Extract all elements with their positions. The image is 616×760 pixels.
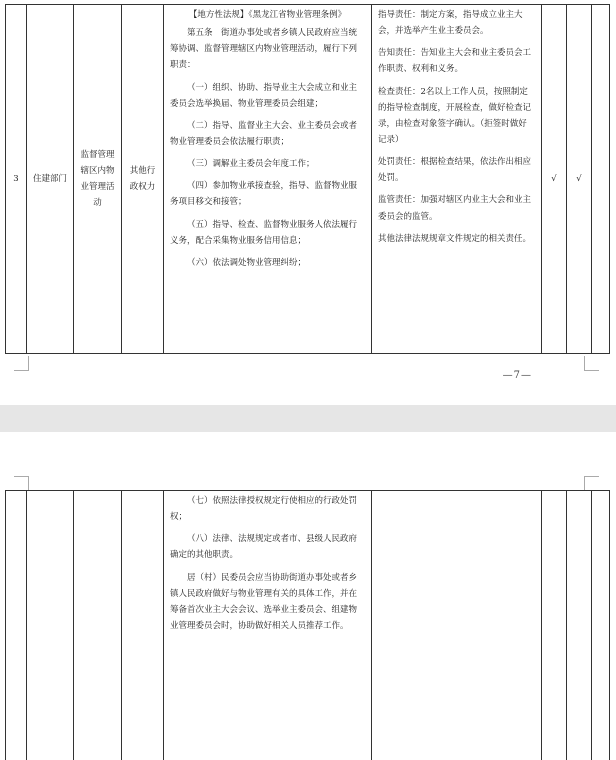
law-paragraph: （八）法律、法规规定或者市、县级人民政府确定的其他职责。 [170,534,358,561]
crop-mark [584,370,599,371]
table-row [6,5,610,354]
law-paragraph: （二）指导、监督业主大会、业主委员会或者物业管理委员会依法履行职责； [170,120,358,147]
empty-cell [542,491,567,760]
duty-paragraph: 检查责任：2名以上工作人员，按照制定的指导检查制度，开展检查，做好检查记录，由检查对象签字确认。（拒签时做好记录） [378,86,532,145]
crop-mark [584,356,585,370]
crop-mark [14,370,29,371]
empty-cell [74,491,122,760]
duty-paragraph: 告知责任：告知业主大会和业主委员会工作职责、权利和义务。 [378,48,532,75]
empty-cell [27,491,74,760]
crop-mark [14,476,29,477]
law-paragraph: （一）组织、协助、指导业主大会成立和业主委员会选举换届、物业管理委员会组建； [170,82,358,109]
law-paragraph: （五）指导、检查、监督物业服务人依法履行义务，配合采集物业服务信用信息； [170,219,358,246]
table-row [6,491,610,760]
duty-paragraph: 处罚责任：根据检查结果，依法作出相应处罚。 [378,157,532,184]
crop-mark [28,356,29,370]
check-mark-cell: √ [542,5,567,354]
page-2 [0,432,616,760]
empty-cell [567,491,592,760]
page-number: —7— [502,370,532,381]
type-cell: 其他行政权力 [122,5,164,354]
law-paragraph: 第五条 街道办事处或者乡镇人民政府应当统筹协调、监督管理辖区内物业管理活动，履行下列职责： [170,28,358,71]
empty-cell [592,5,610,354]
crop-mark [584,476,585,490]
law-paragraph: 居（村）民委员会应当协助街道办事处或者乡镇人民政府做好与物业管理有关的具体工作，并在筹备首次业主大会会议、选举业主委员会、组建物业管理委员会时，协助做好相关人员推荐工作。 [170,572,358,631]
empty-cell [592,491,610,760]
duty-table-page-1 [5,4,610,354]
empty-cell [122,491,164,760]
crop-mark [28,476,29,490]
duty-cell [372,5,542,354]
empty-cell [372,491,542,760]
law-heading: 【地方性法规】《黑龙江省物业管理条例》 [188,10,347,20]
law-paragraph: （七）依照法律授权规定行使相应的行政处罚权； [170,496,358,523]
seq-cell: 3 [6,5,27,354]
dept-cell: 住建部门 [27,5,74,354]
empty-cell [6,491,27,760]
page-separator [0,405,616,432]
law-paragraph: （四）参加物业承接查验，指导、监督物业服务项目移交和接管； [170,181,358,208]
duty-paragraph: 其他法律法规规章文件规定的相关责任。 [378,233,532,244]
law-cell [164,5,372,354]
law-paragraph: （三）调解业主委员会年度工作； [187,159,315,170]
check-mark-cell: √ [567,5,592,354]
duty-table-page-2 [5,490,610,760]
item-cell: 监督管理辖区内物业管理活动 [74,5,122,354]
duty-paragraph: 监管责任：加强对辖区内业主大会和业主委员会的监管。 [378,195,532,222]
law-paragraph: （六）依法调处物业管理纠纷； [187,257,307,268]
duty-paragraph: 指导责任：制定方案，指导成立业主大会，并选举产生业主委员会。 [378,10,523,37]
crop-mark [584,476,599,477]
law-cell-continued [164,491,372,760]
